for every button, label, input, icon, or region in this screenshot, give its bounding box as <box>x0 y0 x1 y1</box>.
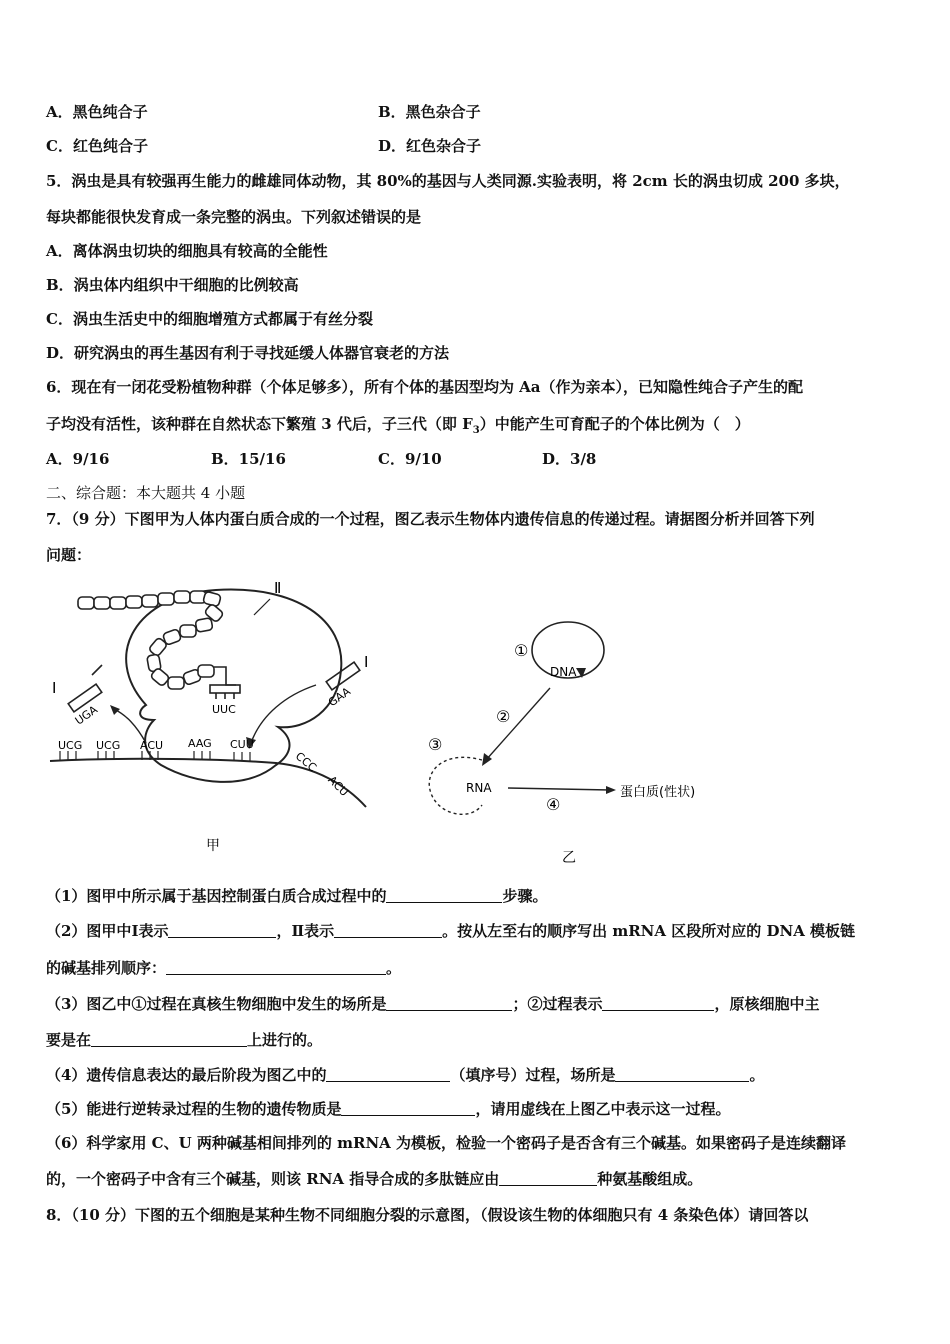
q7-part4: （4）遗传信息表达的最后阶段为图乙中的 （填序号）过程，场所是 。 <box>46 1066 765 1084</box>
anticodon-right: GAA <box>325 684 353 710</box>
label-rna: RNA <box>466 781 492 795</box>
q5-option-b: B．涡虫体内组织中干细胞的比例较高 <box>46 276 299 294</box>
q6-option-b: B．15/16 <box>211 450 286 468</box>
label-roman-2: Ⅱ <box>274 579 282 597</box>
arrow-right <box>251 685 316 743</box>
q6-stem-line2 <box>46 414 750 441</box>
codon-4: AAG <box>188 737 212 750</box>
q7-part2-line1: （2）图甲中Ⅰ表示 ，Ⅱ表示 。按从左至右的顺序写出 mRNA 区段所对应的 DNA 模板链 <box>46 922 856 940</box>
label-n1: ① <box>514 641 529 660</box>
answer-blank-3a[interactable] <box>386 996 512 1011</box>
figure-yi-central-dogma <box>420 600 740 870</box>
q5-option-a: A．离体涡虫切块的细胞具有较高的全能性 <box>46 242 328 260</box>
q7-part6-line1: （6）科学家用 C、U 两种碱基相间排列的 mRNA 为模板，检验一个密码子是否含有三个碱基。如果密码子是连续翻译 <box>46 1134 847 1152</box>
label-n2: ② <box>496 707 511 726</box>
codon-5: CUU <box>230 738 254 751</box>
polypeptide-chain <box>78 591 224 689</box>
q6-stem-line1: 6．现在有一闭花受粉植物种群（个体足够多），所有个体的基因型均为 Aa（作为亲本），已知隐性纯合子产生的配 <box>46 378 804 396</box>
label-protein: 蛋白质(性状) <box>620 785 696 800</box>
q4-option-a: A．黑色纯合子 <box>46 103 148 121</box>
codon-1: UCG <box>58 739 83 752</box>
anticodon-mid: UUC <box>212 703 236 716</box>
q4-option-d: D．红色杂合子 <box>378 137 482 155</box>
answer-blank-1[interactable] <box>386 888 502 903</box>
answer-blank-5[interactable] <box>341 1101 475 1116</box>
q5-option-c: C．涡虫生活史中的细胞增殖方式都属于有丝分裂 <box>46 310 373 328</box>
label-dna: DNA <box>550 665 577 679</box>
figure-jia-translation <box>46 575 406 865</box>
q6-option-d: D．3/8 <box>542 450 597 468</box>
figure-yi-label: 乙 <box>562 850 576 866</box>
answer-blank-6[interactable] <box>499 1171 597 1186</box>
answer-blank-4a[interactable] <box>326 1067 450 1082</box>
q6-option-a: A．9/16 <box>46 450 110 468</box>
label-n4: ④ <box>546 795 561 814</box>
answer-blank-3c[interactable] <box>91 1032 247 1047</box>
anticodon-left: UGA <box>72 703 100 728</box>
label-roman-1-right: Ⅰ <box>364 653 369 671</box>
q7-part3-line1: （3）图乙中①过程在真核生物细胞中发生的场所是 ；②过程表示 ，原核细胞中主 <box>46 995 820 1013</box>
answer-blank-2b[interactable] <box>334 923 442 938</box>
q4-option-b: B．黑色杂合子 <box>378 103 481 121</box>
q7-stem-line1: 7．（9 分）下图甲为人体内蛋白质合成的一个过程，图乙表示生物体内遗传信息的传递过程。请据图分析并回答下列 <box>46 510 815 528</box>
codon-6: CCC <box>292 749 319 775</box>
figure-jia-label: 甲 <box>206 838 220 854</box>
q5-stem-line1: 5．涡虫是具有较强再生能力的雌雄同体动物，其 80%的基因与人类同源.实验表明，将 2cm 长的涡虫切成 200 多块， <box>46 172 850 190</box>
q6-stem-part1: 子均没有活性，该种群在自然状态下繁殖 3 代后，子三代（即 F <box>46 415 473 433</box>
section-heading: 二、综合题：本大题共 4 小题 <box>46 484 246 502</box>
q6-subscript: 3 <box>472 425 480 436</box>
answer-blank-3b[interactable] <box>602 996 714 1011</box>
q8-stem-line1: 8．（10 分）下图的五个细胞是某种生物不同细胞分裂的示意图，（假设该生物的体细胞只有 4 条染色体）请回答以 <box>46 1206 809 1224</box>
q7-part5: （5）能进行逆转录过程的生物的遗传物质是 ，请用虚线在上图乙中表示这一过程。 <box>46 1100 731 1118</box>
mrna-strand <box>50 759 366 807</box>
answer-blank-4b[interactable] <box>615 1067 749 1082</box>
q4-option-c: C．红色纯合子 <box>46 137 148 155</box>
answer-blank-2a[interactable] <box>168 923 276 938</box>
codon-7: ACU <box>325 773 351 799</box>
label-roman-1-left: Ⅰ <box>52 679 57 697</box>
q7-part3-line2: 要是在 上进行的。 <box>46 1031 323 1049</box>
codon-3: ACU <box>140 739 164 752</box>
q7-stem-line2: 问题： <box>46 546 92 564</box>
arrow-translation <box>508 788 610 790</box>
q7-part2-line2: 的碱基排列顺序： 。 <box>46 959 402 977</box>
q6-stem-part2: ）中能产生可育配子的个体比例为（ ） <box>479 415 750 433</box>
q7-part1: （1）图甲中所示属于基因控制蛋白质合成过程中的 步骤。 <box>46 887 548 905</box>
trna-left <box>68 665 102 712</box>
codon-2: UCG <box>96 739 121 752</box>
q5-stem-line2: 每块都能很快发育成一条完整的涡虫。下列叙述错误的是 <box>46 208 422 226</box>
label-n3: ③ <box>428 735 443 754</box>
q5-option-d: D．研究涡虫的再生基因有利于寻找延缓人体器官衰老的方法 <box>46 344 450 362</box>
answer-blank-2c[interactable] <box>166 960 386 975</box>
q6-option-c: C．9/10 <box>378 450 442 468</box>
q7-part6-line2: 的，一个密码子中含有三个碱基，则该 RNA 指导合成的多肽链应由 种氨基酸组成。 <box>46 1170 703 1188</box>
